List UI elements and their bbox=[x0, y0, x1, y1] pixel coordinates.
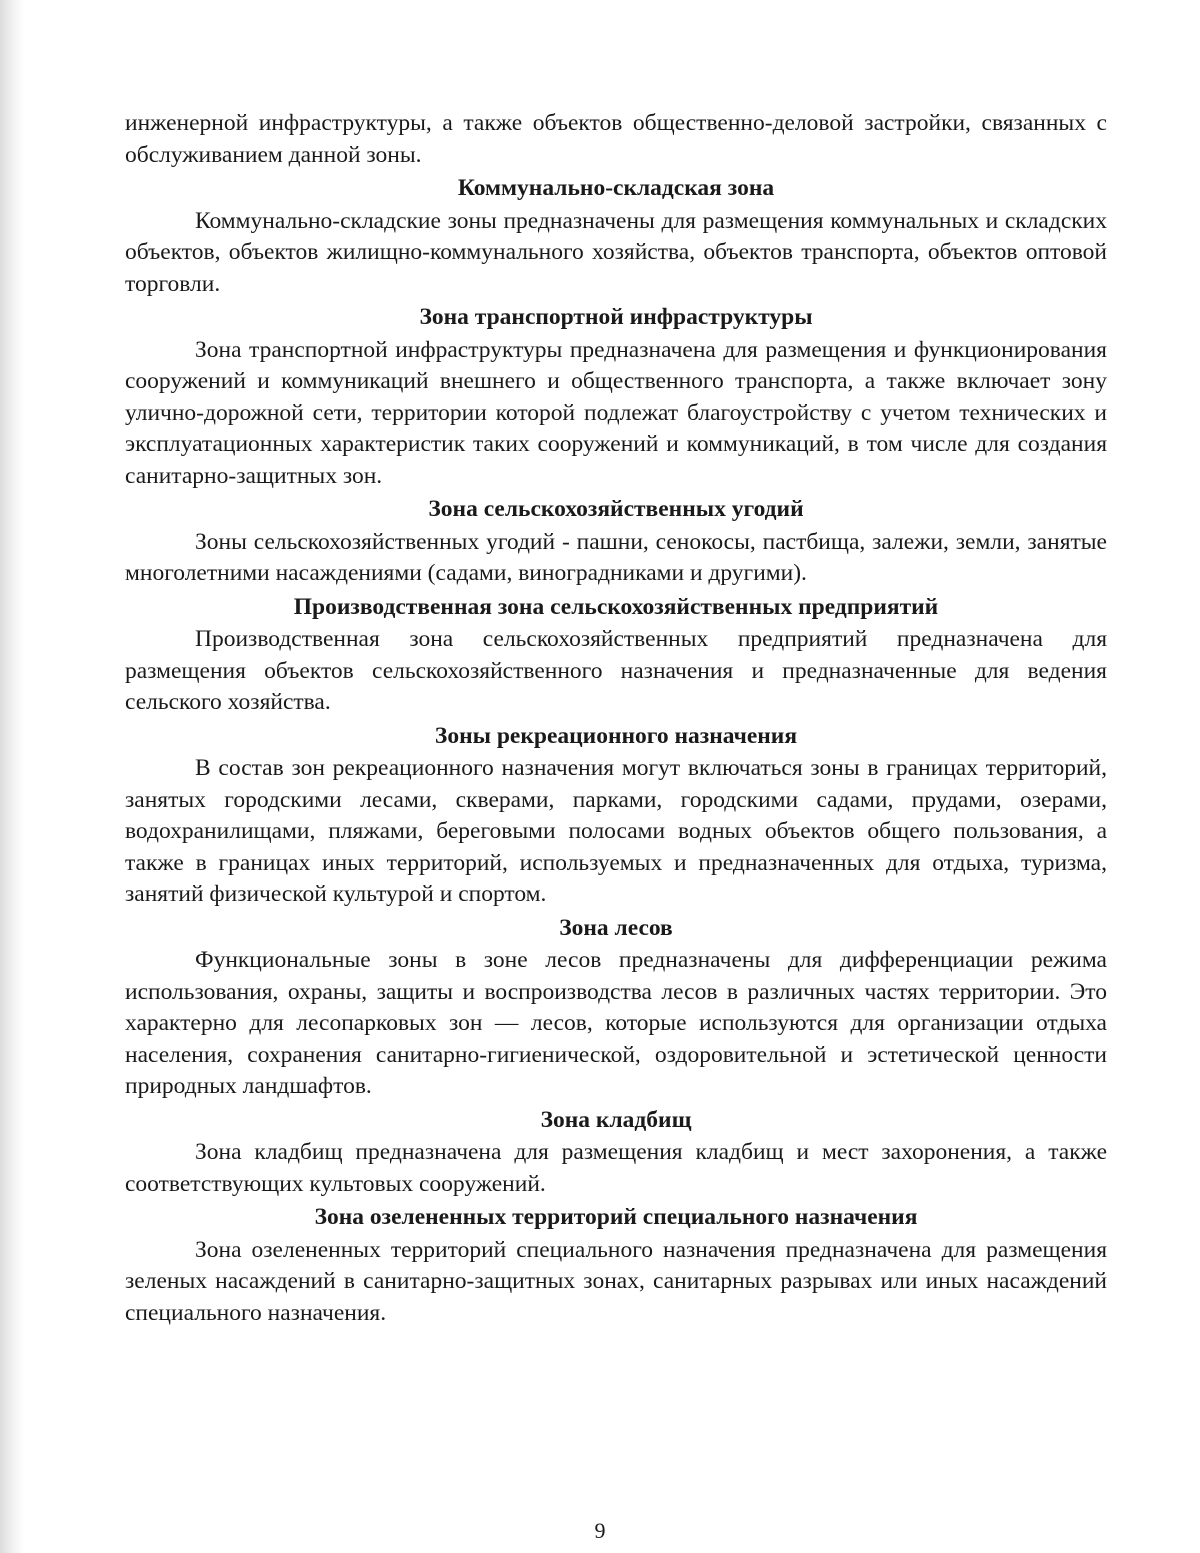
section-heading-cemeteries: Зона кладбищ bbox=[540, 1106, 692, 1133]
section-text-transport: Зона транспортной инфраструктуры предназначена для размещения и функционирования сооружений и коммуникаций внешнего и общественного транспорта, а также включает зону улично-дорожной сети, территории которой подлежат благоустройству с учетом технических и эксплуатационных характеристик таких сооружений и коммуникаций, в том числе для создания санитарно-защитных зон. bbox=[125, 336, 1107, 489]
intro-paragraph: инженерной инфраструктуры, а также объектов общественно-деловой застройки, связанных с обслуживанием данной зоны. bbox=[125, 110, 1107, 168]
section-heading-recreational: Зоны рекреационного назначения bbox=[434, 722, 798, 749]
section-heading-agricultural-land: Зона сельскохозяйственных угодий bbox=[428, 496, 804, 522]
scan-edge-shadow bbox=[0, 0, 24, 1553]
section-text-agricultural-production: Производственная зона сельскохозяйственных предприятий предназначена для размещения объектов сельскохозяйственного назначения и предназначенные для ведения сельского хозяйства. bbox=[125, 626, 1107, 715]
section-text-forests: Функциональные зоны в зоне лесов предназначены для дифференциации режима использования, охраны, защиты и воспроизводства лесов в различных частях территории. Это характерно для лесопарковых зон — лесов, которые используются для организации отдыха населения, сохранения санитарно-гигиенической, оздоровительной и эстетической ценности природных ландшафтов. bbox=[125, 947, 1107, 1099]
section-heading-forests: Зона лесов bbox=[559, 914, 673, 941]
document-body bbox=[125, 108, 1107, 1329]
section-text-special-green: Зона озелененных территорий специального назначения предназначена для размещения зеленых насаждений в санитарно-защитных зонах, санитарных разрывах или иных насаждений специального назначения. bbox=[125, 1236, 1107, 1326]
section-text-communal-storage: Коммунально-складские зоны предназначены для размещения коммунальных и складских объектов, объектов жилищно-коммунального хозяйства, объектов транспорта, объектов оптовой торговли. bbox=[125, 207, 1107, 297]
section-text-recreational: В состав зон рекреационного назначения могут включаться зоны в границах территорий, занятых городскими лесами, скверами, парками, городскими садами, прудами, озерами, водохранилищами, пляжами, береговыми полосами водных объектов общего пользования, а также в границах иных территорий, используемых и предназначенных для отдыха, туризма, занятий физической культурой и спортом. bbox=[125, 755, 1107, 907]
section-heading-communal-storage: Коммунально-складская зона bbox=[457, 175, 775, 201]
section-heading-transport: Зона транспортной инфраструктуры bbox=[419, 304, 813, 330]
section-heading-agricultural-production: Производственная зона сельскохозяйственных предприятий bbox=[293, 593, 939, 620]
page-number: 9 bbox=[594, 1518, 606, 1543]
section-text-agricultural-land: Зоны сельскохозяйственных угодий - пашни, сенокосы, пастбища, залежи, земли, занятые многолетними насаждениями (садами, виноградниками и другими). bbox=[125, 528, 1107, 586]
section-text-cemeteries: Зона кладбищ предназначена для размещения кладбищ и мест захоронения, а также соответствующих культовых сооружений. bbox=[125, 1139, 1107, 1197]
section-heading-special-green: Зона озелененных территорий специального назначения bbox=[314, 1204, 918, 1230]
